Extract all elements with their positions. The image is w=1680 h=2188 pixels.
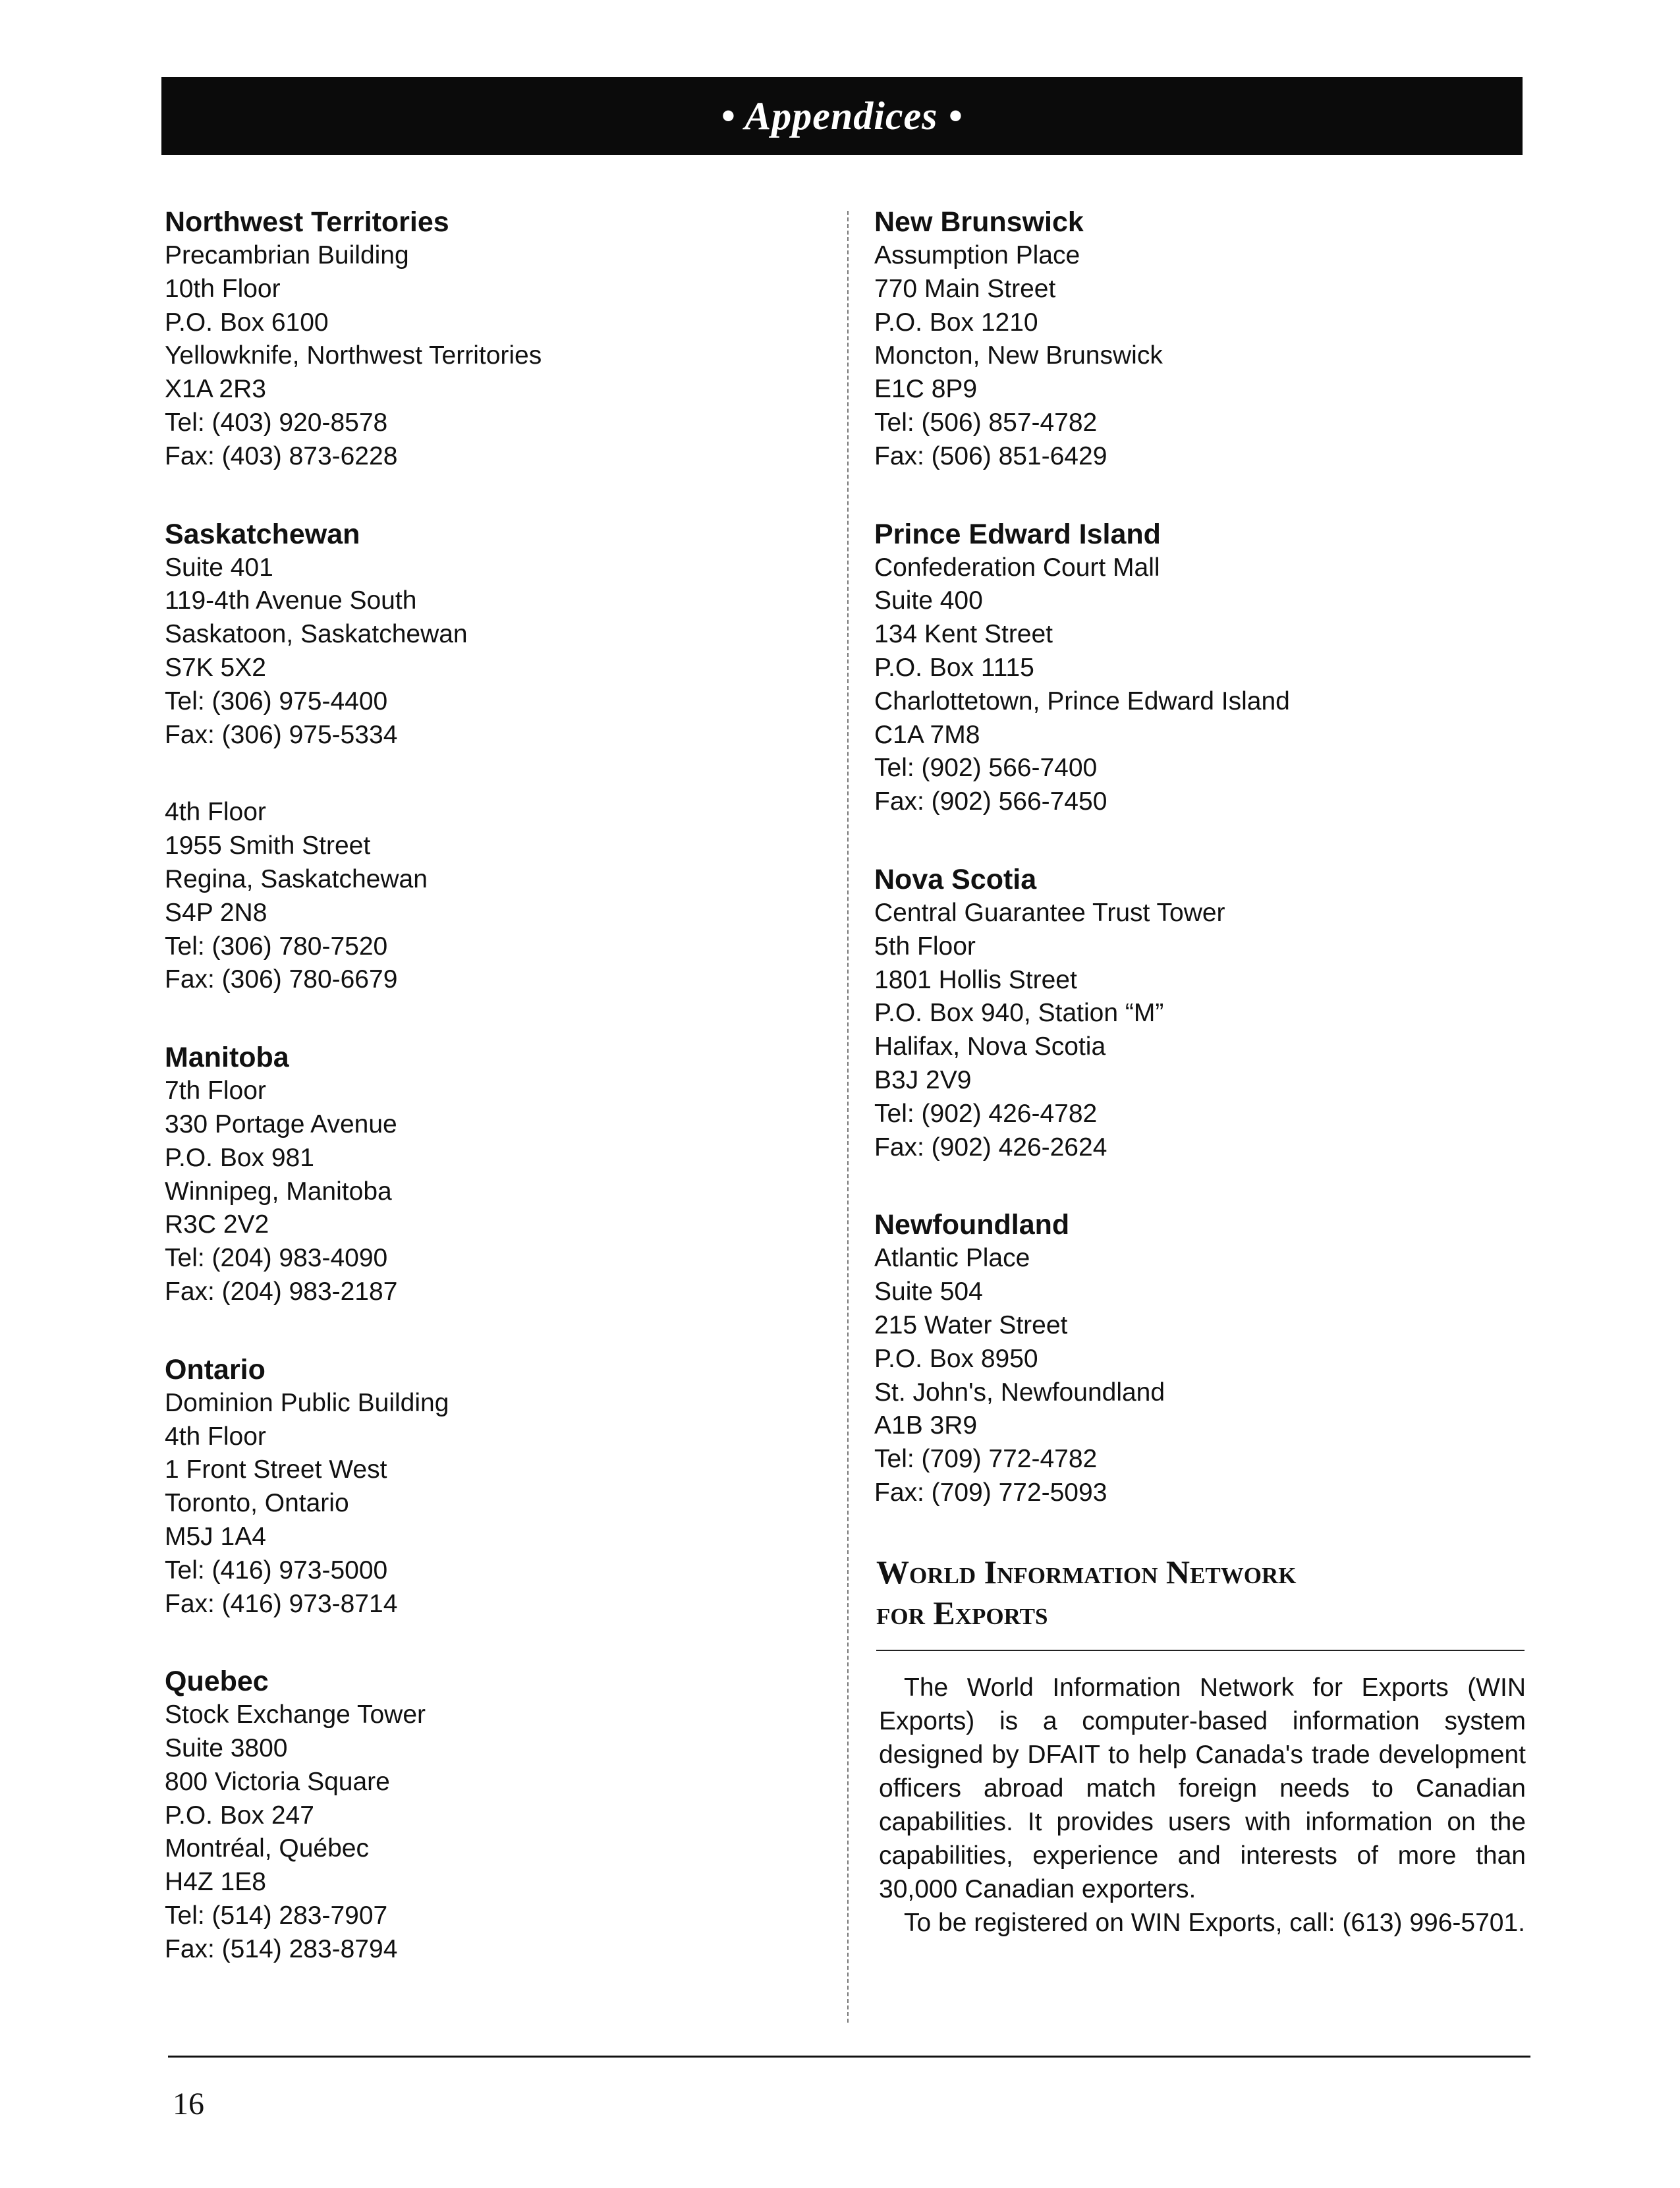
page-section-title: • Appendices • (721, 94, 963, 138)
office-name: Newfoundland (874, 1209, 1070, 1241)
office-name: Nova Scotia (874, 863, 1037, 895)
address-line: Tel: (514) 283-7907 (165, 1901, 388, 1930)
address-line: Moncton, New Brunswick (874, 341, 1163, 370)
address-line: Regina, Saskatchewan (165, 864, 428, 893)
win-heading-line-1: World Information Network (876, 1554, 1297, 1590)
office-block (165, 1665, 824, 1966)
address-line: Suite 401 (165, 553, 273, 582)
address-line: 1955 Smith Street (165, 831, 371, 860)
address-line: 134 Kent Street (874, 620, 1053, 649)
address-line: Tel: (902) 426-4782 (874, 1099, 1098, 1128)
office-name: Quebec (165, 1666, 269, 1698)
address-line: Suite 400 (874, 586, 983, 615)
address-line: Fax: (306) 975-5334 (165, 720, 398, 749)
address-line: 330 Portage Avenue (165, 1109, 397, 1138)
address-line: H4Z 1E8 (165, 1868, 266, 1897)
office-name: Northwest Territories (165, 206, 449, 238)
address-line: 800 Victoria Square (165, 1767, 390, 1796)
address-line: Winnipeg, Manitoba (165, 1177, 392, 1206)
address-line: M5J 1A4 (165, 1522, 266, 1551)
win-heading-rule (876, 1650, 1525, 1651)
address-line: Fax: (506) 851-6429 (874, 441, 1107, 470)
win-paragraph-2: To be registered on WIN Exports, call: (613) 996-5701. (904, 1909, 1525, 1937)
win-heading-line-2: for Exports (876, 1594, 1048, 1631)
column-divider (847, 211, 849, 2023)
office-block (165, 796, 824, 997)
office-name: Ontario (165, 1353, 266, 1386)
address-line: Suite 3800 (165, 1734, 288, 1763)
address-line: 4th Floor (165, 1422, 266, 1451)
address-line: P.O. Box 1210 (874, 308, 1038, 337)
address-line: Suite 504 (874, 1277, 983, 1306)
address-line: Fax: (902) 566-7450 (874, 787, 1107, 816)
left-column (165, 206, 824, 2011)
address-line: Charlottetown, Prince Edward Island (874, 687, 1290, 715)
address-line: Precambrian Building (165, 241, 409, 269)
address-line: Fax: (403) 873-6228 (165, 441, 398, 470)
address-line: St. John's, Newfoundland (874, 1378, 1165, 1407)
address-line: Tel: (306) 975-4400 (165, 687, 388, 715)
page-number: 16 (173, 2087, 204, 2121)
address-line: Montréal, Québec (165, 1834, 370, 1863)
office-block (165, 518, 824, 752)
footer-rule (168, 2056, 1530, 2058)
address-line: Tel: (709) 772-4782 (874, 1445, 1098, 1474)
office-name: Saskatchewan (165, 518, 360, 550)
address-line: Fax: (514) 283-8794 (165, 1934, 398, 1963)
address-line: B3J 2V9 (874, 1065, 972, 1094)
address-line: 119-4th Avenue South (165, 586, 417, 615)
address-line: Fax: (709) 772-5093 (874, 1478, 1107, 1507)
address-line: Halifax, Nova Scotia (874, 1032, 1106, 1061)
win-section-body (879, 1671, 1526, 1940)
address-line: P.O. Box 940, Station “M” (874, 999, 1164, 1028)
address-line: Assumption Place (874, 241, 1080, 269)
address-line: E1C 8P9 (874, 375, 978, 404)
address-line: Dominion Public Building (165, 1388, 449, 1417)
address-line: Tel: (416) 973-5000 (165, 1556, 388, 1585)
right-column (874, 206, 1533, 1554)
address-line: C1A 7M8 (874, 720, 980, 749)
office-block (165, 1041, 824, 1309)
address-line: Fax: (902) 426-2624 (874, 1133, 1107, 1162)
address-line: Fax: (204) 983-2187 (165, 1277, 398, 1306)
address-line: 1801 Hollis Street (874, 965, 1077, 994)
address-line: P.O. Box 1115 (874, 653, 1034, 682)
address-line: Central Guarantee Trust Tower (874, 898, 1225, 927)
office-name: Manitoba (165, 1042, 289, 1074)
address-line: P.O. Box 8950 (874, 1344, 1038, 1373)
address-line: Saskatoon, Saskatchewan (165, 620, 468, 649)
address-line: Tel: (403) 920-8578 (165, 408, 388, 437)
address-line: Atlantic Place (874, 1244, 1030, 1273)
office-name: Prince Edward Island (874, 518, 1161, 550)
address-line: Fax: (306) 780-6679 (165, 965, 398, 994)
address-line: 7th Floor (165, 1077, 266, 1106)
address-line: Tel: (902) 566-7400 (874, 754, 1098, 783)
address-line: A1B 3R9 (874, 1411, 978, 1440)
address-line: X1A 2R3 (165, 375, 266, 404)
address-line: 5th Floor (874, 932, 976, 961)
office-block (874, 863, 1533, 1164)
header-band (161, 77, 1523, 155)
address-line: Toronto, Ontario (165, 1489, 349, 1518)
address-line: S7K 5X2 (165, 653, 266, 682)
address-line: Tel: (306) 780-7520 (165, 932, 388, 961)
office-block (874, 206, 1533, 474)
address-line: 1 Front Street West (165, 1455, 387, 1484)
office-block (874, 518, 1533, 819)
address-line: Stock Exchange Tower (165, 1700, 426, 1729)
address-line: 4th Floor (165, 798, 266, 827)
address-line: P.O. Box 981 (165, 1143, 314, 1172)
win-section-heading (876, 1552, 1528, 1633)
address-line: 10th Floor (165, 274, 281, 303)
address-line: S4P 2N8 (165, 898, 267, 927)
address-line: Confederation Court Mall (874, 553, 1160, 582)
office-block (874, 1208, 1533, 1509)
office-name: New Brunswick (874, 206, 1084, 238)
address-line: Tel: (204) 983-4090 (165, 1244, 388, 1273)
address-line: Yellowknife, Northwest Territories (165, 341, 542, 370)
address-line: P.O. Box 6100 (165, 308, 329, 337)
address-line: 215 Water Street (874, 1310, 1068, 1339)
office-block (165, 206, 824, 474)
address-line: R3C 2V2 (165, 1210, 269, 1239)
win-paragraph-1: The World Information Network for Exports (WIN Exports) is a computer-based information system designed by DFAIT to help Canada's trade development officers abroad match foreign needs to Canadian capabilities. It provides users with information on the capabilities, experience and interests of more than 30,000 Canadian exporters. (879, 1673, 1526, 1903)
address-line: Fax: (416) 973-8714 (165, 1589, 398, 1618)
address-line: 770 Main Street (874, 274, 1056, 303)
address-line: Tel: (506) 857-4782 (874, 408, 1098, 437)
office-block (165, 1353, 824, 1621)
address-line: P.O. Box 247 (165, 1801, 314, 1830)
